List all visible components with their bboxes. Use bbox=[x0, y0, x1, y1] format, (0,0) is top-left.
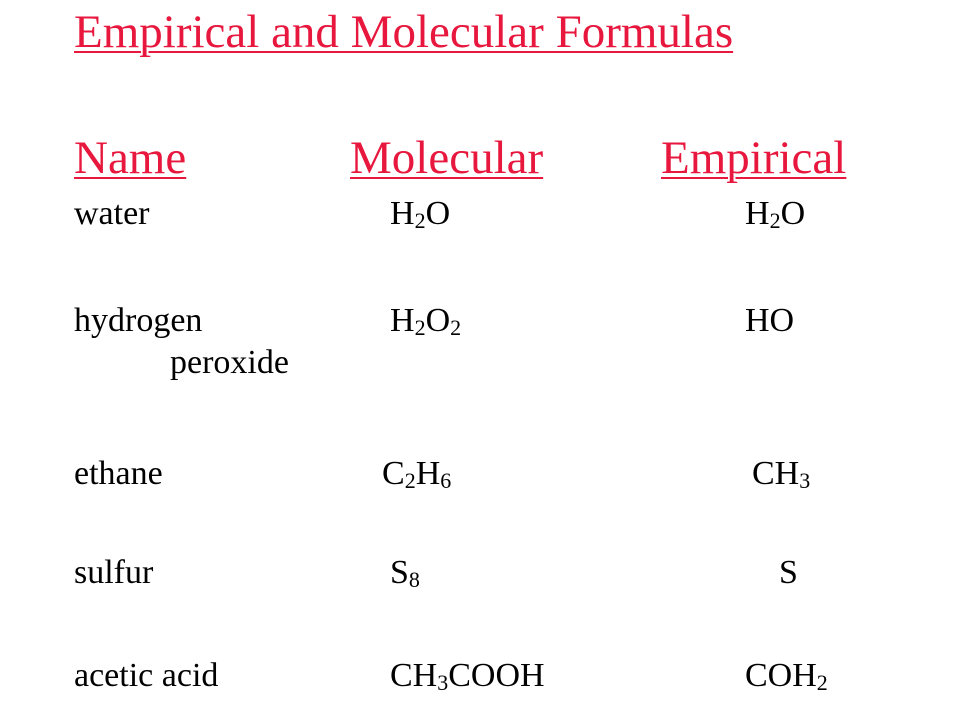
row-hydrogen-peroxide-name-cont: peroxide bbox=[170, 344, 289, 381]
formula-part: H bbox=[745, 195, 770, 232]
formula-part: HO bbox=[745, 302, 795, 339]
row-hydrogen-peroxide-molecular bbox=[390, 301, 461, 341]
row-water-empirical bbox=[745, 194, 805, 234]
row-ethane-molecular bbox=[382, 454, 451, 494]
row-water-molecular bbox=[390, 194, 450, 234]
formula-part: COOH bbox=[448, 657, 545, 694]
formula-part: C bbox=[382, 455, 405, 492]
formula-part: COH bbox=[745, 657, 817, 694]
row-sulfur-empirical bbox=[779, 553, 798, 593]
formula-part: S bbox=[779, 554, 798, 591]
row-water-name: water bbox=[74, 195, 150, 232]
formula-part: O bbox=[780, 195, 806, 232]
formula-part: O bbox=[425, 195, 451, 232]
row-ethane-name: ethane bbox=[74, 455, 163, 492]
formula-subscript: 2 bbox=[404, 468, 416, 493]
formula-part: S bbox=[390, 554, 409, 591]
formula-subscript: 2 bbox=[450, 315, 462, 340]
formula-subscript: 2 bbox=[816, 670, 828, 695]
header-empirical: Empirical bbox=[661, 132, 847, 184]
formula-subscript: 3 bbox=[437, 670, 449, 695]
formula-subscript: 8 bbox=[408, 567, 420, 592]
formula-part: CH bbox=[390, 657, 438, 694]
row-hydrogen-peroxide-name: hydrogen bbox=[74, 302, 203, 339]
formula-part: H bbox=[390, 195, 415, 232]
row-acetic-acid-molecular bbox=[390, 656, 545, 696]
row-acetic-acid-empirical bbox=[745, 656, 828, 696]
header-molecular: Molecular bbox=[350, 132, 544, 184]
row-sulfur-molecular bbox=[390, 553, 420, 593]
row-ethane-empirical bbox=[752, 454, 810, 494]
header-name: Name bbox=[74, 132, 187, 184]
formula-part: H bbox=[415, 455, 441, 492]
row-hydrogen-peroxide-empirical bbox=[745, 301, 794, 341]
formula-subscript: 2 bbox=[769, 208, 781, 233]
formula-subscript: 2 bbox=[414, 208, 426, 233]
row-sulfur-name: sulfur bbox=[74, 554, 154, 591]
formula-part: CH bbox=[752, 455, 800, 492]
formula-part: H bbox=[390, 302, 415, 339]
formula-subscript: 3 bbox=[799, 468, 811, 493]
formula-part: O bbox=[425, 302, 451, 339]
row-acetic-acid-name: acetic acid bbox=[74, 657, 219, 694]
slide-title: Empirical and Molecular Formulas bbox=[74, 6, 734, 58]
formula-subscript: 6 bbox=[440, 468, 452, 493]
formula-subscript: 2 bbox=[414, 315, 426, 340]
